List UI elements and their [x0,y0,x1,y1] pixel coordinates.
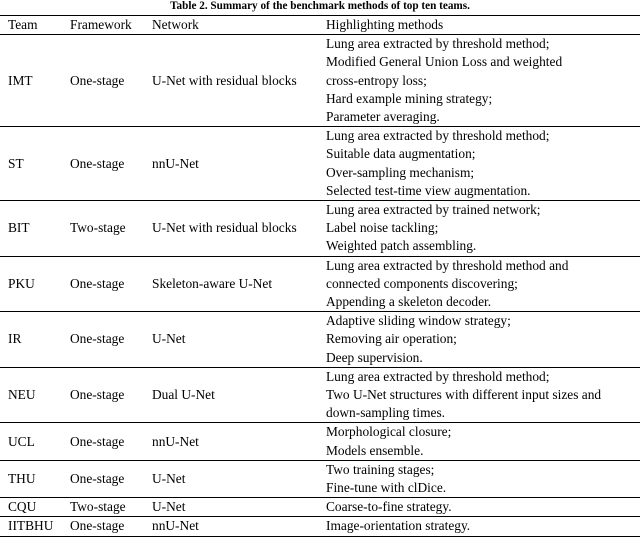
framework-cell: One-stage [70,433,125,449]
framework-cell: One-stage [70,518,125,534]
team-cell: UCL [8,433,35,449]
header-team: Team [8,17,38,32]
framework-cell: One-stage [70,275,125,291]
highlight-line: cross-entropy loss; [326,72,427,88]
team-cell: ST [8,155,24,171]
table-row [0,201,640,257]
table-row [0,517,640,536]
header-network: Network [152,17,199,32]
team-cell: THU [8,470,36,486]
table-row [0,256,640,312]
highlights-cell [326,460,640,497]
header-framework: Framework [70,17,132,32]
highlight-line: Hard example mining strategy; [326,90,493,106]
highlights-cell [326,312,640,368]
header-highlights: Highlighting methods [326,17,444,32]
highlights-cell [326,256,640,312]
table-row [0,498,640,517]
highlight-line: Label noise tackling; [326,220,439,236]
network-cell: Dual U-Net [152,387,215,403]
highlight-line: connected components discovering; [326,275,518,291]
table-row [0,460,640,497]
highlight-line: Lung area extracted by threshold method; [326,36,550,52]
highlight-line: Selected test-time view augmentation. [326,182,531,198]
network-cell: U-Net [152,470,186,486]
framework-cell: One-stage [70,155,125,171]
highlight-line: Lung area extracted by trained network; [326,202,541,218]
highlight-line: Lung area extracted by threshold method; [326,368,550,384]
framework-cell: Two-stage [70,220,126,236]
highlights-cell [326,498,640,517]
highlight-line: Deep supervision. [326,349,423,365]
team-cell: PKU [8,275,35,291]
highlight-line: Suitable data augmentation; [326,146,476,162]
framework-cell: One-stage [70,72,125,88]
team-cell: IITBHU [8,518,54,534]
highlight-line: Morphological closure; [326,424,452,440]
table-row [0,423,640,460]
highlight-line: Appending a skeleton decoder. [326,294,492,310]
network-cell: U-Net with residual blocks [152,220,297,236]
team-cell: NEU [8,387,36,403]
highlight-line: Removing air operation; [326,331,457,347]
highlights-cell [326,35,640,127]
highlight-line: Adaptive sliding window strategy; [326,313,511,329]
network-cell: U-Net with residual blocks [152,72,297,88]
team-cell: CQU [8,499,37,515]
team-cell: IMT [8,72,33,88]
table-row [0,312,640,368]
highlight-line: Image-orientation strategy. [326,518,471,534]
framework-cell: Two-stage [70,499,126,515]
highlights-cell [326,201,640,257]
table-caption: Table 2. Summary of the benchmark methods of top ten teams. [170,0,470,12]
highlights-cell [326,423,640,460]
table-header [0,16,640,35]
highlight-line: Lung area extracted by threshold method; [326,128,550,144]
network-cell: U-Net [152,499,186,515]
highlight-line: Weighted patch assembling. [326,238,477,254]
network-cell: nnU-Net [152,155,199,171]
table-row [0,367,640,423]
highlight-line: Coarse-to-fine strategy. [326,499,452,515]
highlight-line: Models ensemble. [326,442,424,458]
highlight-line: Fine-tune with clDice. [326,480,447,496]
network-cell: Skeleton-aware U-Net [152,275,273,291]
network-cell: nnU-Net [152,433,199,449]
network-cell: nnU-Net [152,518,199,534]
highlight-line: Modified General Union Loss and weighted [326,54,563,70]
framework-cell: One-stage [70,331,125,347]
table-body [0,35,640,536]
highlight-line: down-sampling times. [326,405,446,421]
highlight-line: Over-sampling mechanism; [326,164,475,180]
header-row [0,16,640,35]
network-cell: U-Net [152,331,186,347]
table-row [0,35,640,127]
benchmark-table [0,15,640,537]
highlights-cell [326,517,640,536]
framework-cell: One-stage [70,470,125,486]
highlight-line: Lung area extracted by threshold method and [326,257,569,273]
table-row [0,127,640,201]
team-cell: BIT [8,220,30,236]
highlight-line: Parameter averaging. [326,109,440,125]
team-cell: IR [8,331,22,347]
highlight-line: Two training stages; [326,461,435,477]
highlights-cell [326,127,640,201]
highlights-cell [326,367,640,423]
highlight-line: Two U-Net structures with different input sizes and [326,387,602,403]
framework-cell: One-stage [70,387,125,403]
